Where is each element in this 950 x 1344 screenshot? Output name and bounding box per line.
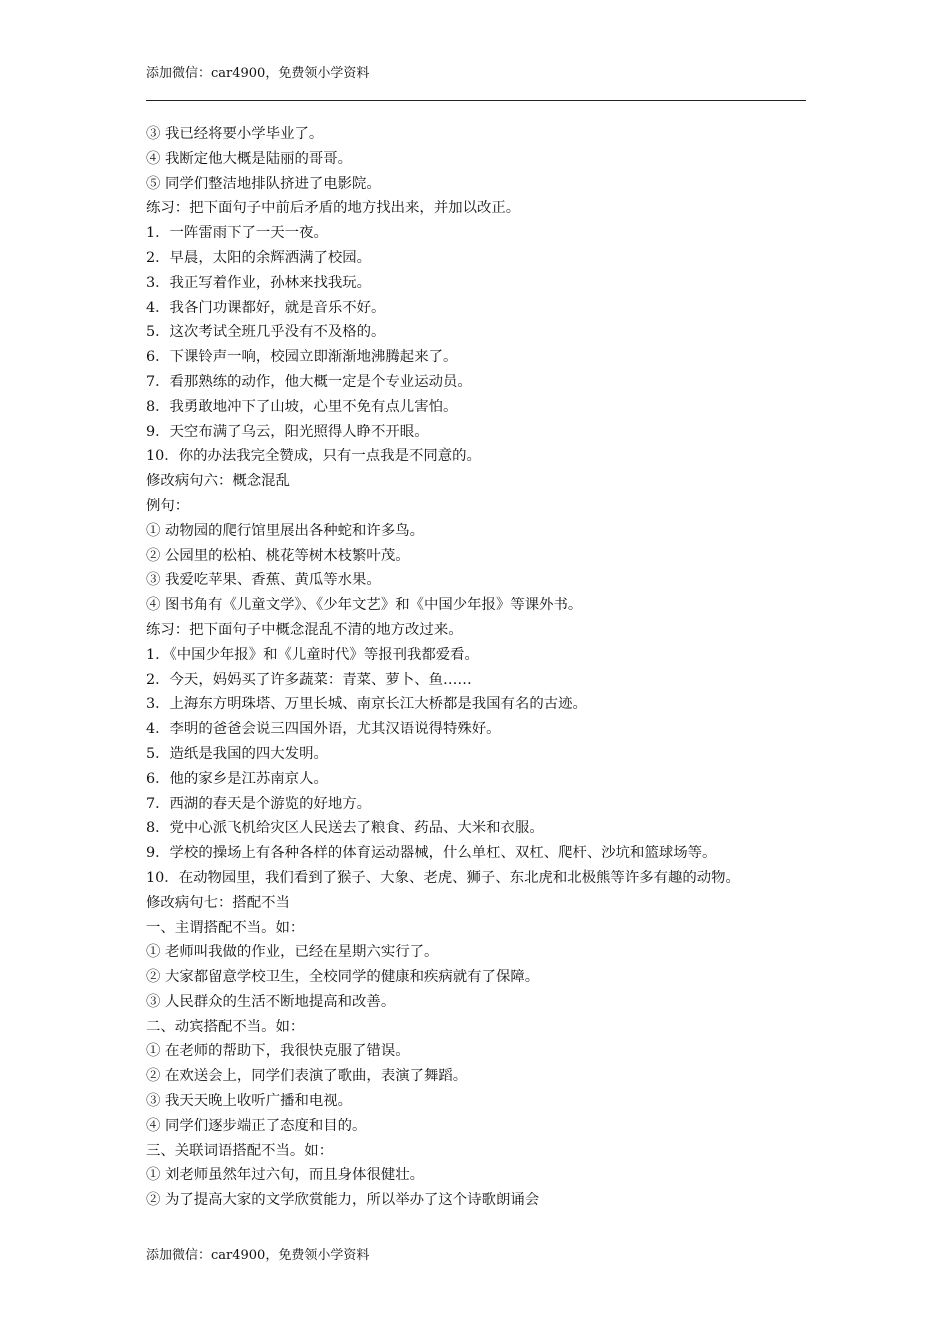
text-line: ④ 同学们逐步端正了态度和目的。: [146, 1117, 367, 1134]
text-line: ① 动物园的爬行馆里展出各种蛇和许多鸟。: [146, 522, 424, 539]
text-line: ⑤ 同学们整洁地排队挤进了电影院。: [146, 175, 381, 192]
text-line: 5．造纸是我国的四大发明。: [146, 745, 328, 762]
text-line: 10．你的办法我完全赞成，只有一点我是不同意的。: [146, 448, 481, 465]
text-line: 8．我勇敢地冲下了山坡，心里不免有点儿害怕。: [146, 398, 458, 415]
text-line: 1．《中国少年报》和《儿童时代》等报刊我都爱看。: [146, 646, 479, 663]
text-line: 一、主谓搭配不当。如：: [146, 919, 305, 936]
section-heading: 修改病句七：搭配不当: [146, 894, 290, 911]
text-line: ② 大家都留意学校卫生，全校同学的健康和疾病就有了保障。: [146, 969, 540, 986]
text-line: 4．李明的爸爸会说三四国外语，尤其汉语说得特殊好。: [146, 721, 501, 738]
text-line: 9．天空布满了乌云，阳光照得人睁不开眼。: [146, 423, 429, 440]
text-line: 二、动宾搭配不当。如：: [146, 1018, 305, 1035]
text-line: 三、关联词语搭配不当。如：: [146, 1142, 334, 1159]
text-line: ① 老师叫我做的作业，已经在星期六实行了。: [146, 944, 439, 961]
text-line: 3．我正写着作业，孙林来找我玩。: [146, 274, 372, 291]
text-line: ④ 图书角有《儿童文学》、《少年文艺》和《中国少年报》等课外书。: [146, 597, 583, 614]
section-heading: 练习：把下面句子中概念混乱不清的地方改过来。: [146, 621, 463, 638]
text-line: ③ 我已经将要小学毕业了。: [146, 126, 324, 142]
text-line: 例句：: [146, 497, 190, 514]
section-heading: 修改病句六：概念混乱: [146, 473, 290, 490]
text-line: 9．学校的操场上有各种各样的体育运动器械，什么单杠、双杠、爬杆、沙坑和篮球场等。: [146, 845, 717, 862]
text-line: ② 为了提高大家的文学欣赏能力，所以举办了这个诗歌朗诵会: [146, 1192, 540, 1209]
document-body: [146, 122, 826, 1213]
text-line: 4．我各门功课都好，就是音乐不好。: [146, 299, 386, 316]
text-line: 3．上海东方明珠塔、万里长城、南京长江大桥都是我国有名的古迹。: [146, 696, 587, 713]
page-header: 添加微信：car4900，免费领小学资料: [146, 66, 370, 81]
text-line: 7．西湖的春天是个游览的好地方。: [146, 795, 372, 812]
text-line: 2．今天，妈妈买了许多蔬菜：青菜、萝卜、鱼……: [146, 671, 472, 688]
text-line: ① 在老师的帮助下，我很快克服了错误。: [146, 1043, 410, 1060]
text-line: ① 刘老师虽然年过六旬，而且身体很健壮。: [146, 1167, 424, 1184]
text-line: ③ 我天天晚上收听广播和电视。: [146, 1093, 353, 1110]
text-line: 7．看那熟练的动作，他大概一定是个专业运动员。: [146, 373, 472, 390]
text-line: 6．下课铃声一响，校园立即渐渐地沸腾起来了。: [146, 349, 458, 366]
page-footer: 添加微信：car4900，免费领小学资料: [146, 1248, 370, 1263]
text-line: 1．一阵雷雨下了一天一夜。: [146, 225, 328, 242]
text-line: ③ 人民群众的生活不断地提高和改善。: [146, 993, 396, 1010]
text-line: 10．在动物园里，我们看到了猴子、大象、老虎、狮子、东北虎和北极熊等许多有趣的动物。: [146, 869, 740, 886]
text-line: ④ 我断定他大概是陆丽的哥哥。: [146, 150, 353, 167]
text-line: ② 公园里的松柏、桃花等树木枝繁叶茂。: [146, 547, 410, 564]
text-line: 6．他的家乡是江苏南京人。: [146, 770, 328, 787]
text-line: ③ 我爱吃苹果、香蕉、黄瓜等水果。: [146, 572, 381, 589]
section-heading: 练习：把下面句子中前后矛盾的地方找出来，并加以改正。: [146, 200, 521, 217]
text-line: 8．党中心派飞机给灾区人民送去了粮食、药品、大米和衣服。: [146, 820, 544, 837]
text-line: ② 在欢送会上，同学们表演了歌曲，表演了舞蹈。: [146, 1068, 468, 1085]
header-divider: [146, 100, 806, 101]
text-line: 2．早晨，太阳的余辉洒满了校园。: [146, 249, 372, 266]
text-line: 5．这次考试全班几乎没有不及格的。: [146, 324, 386, 341]
